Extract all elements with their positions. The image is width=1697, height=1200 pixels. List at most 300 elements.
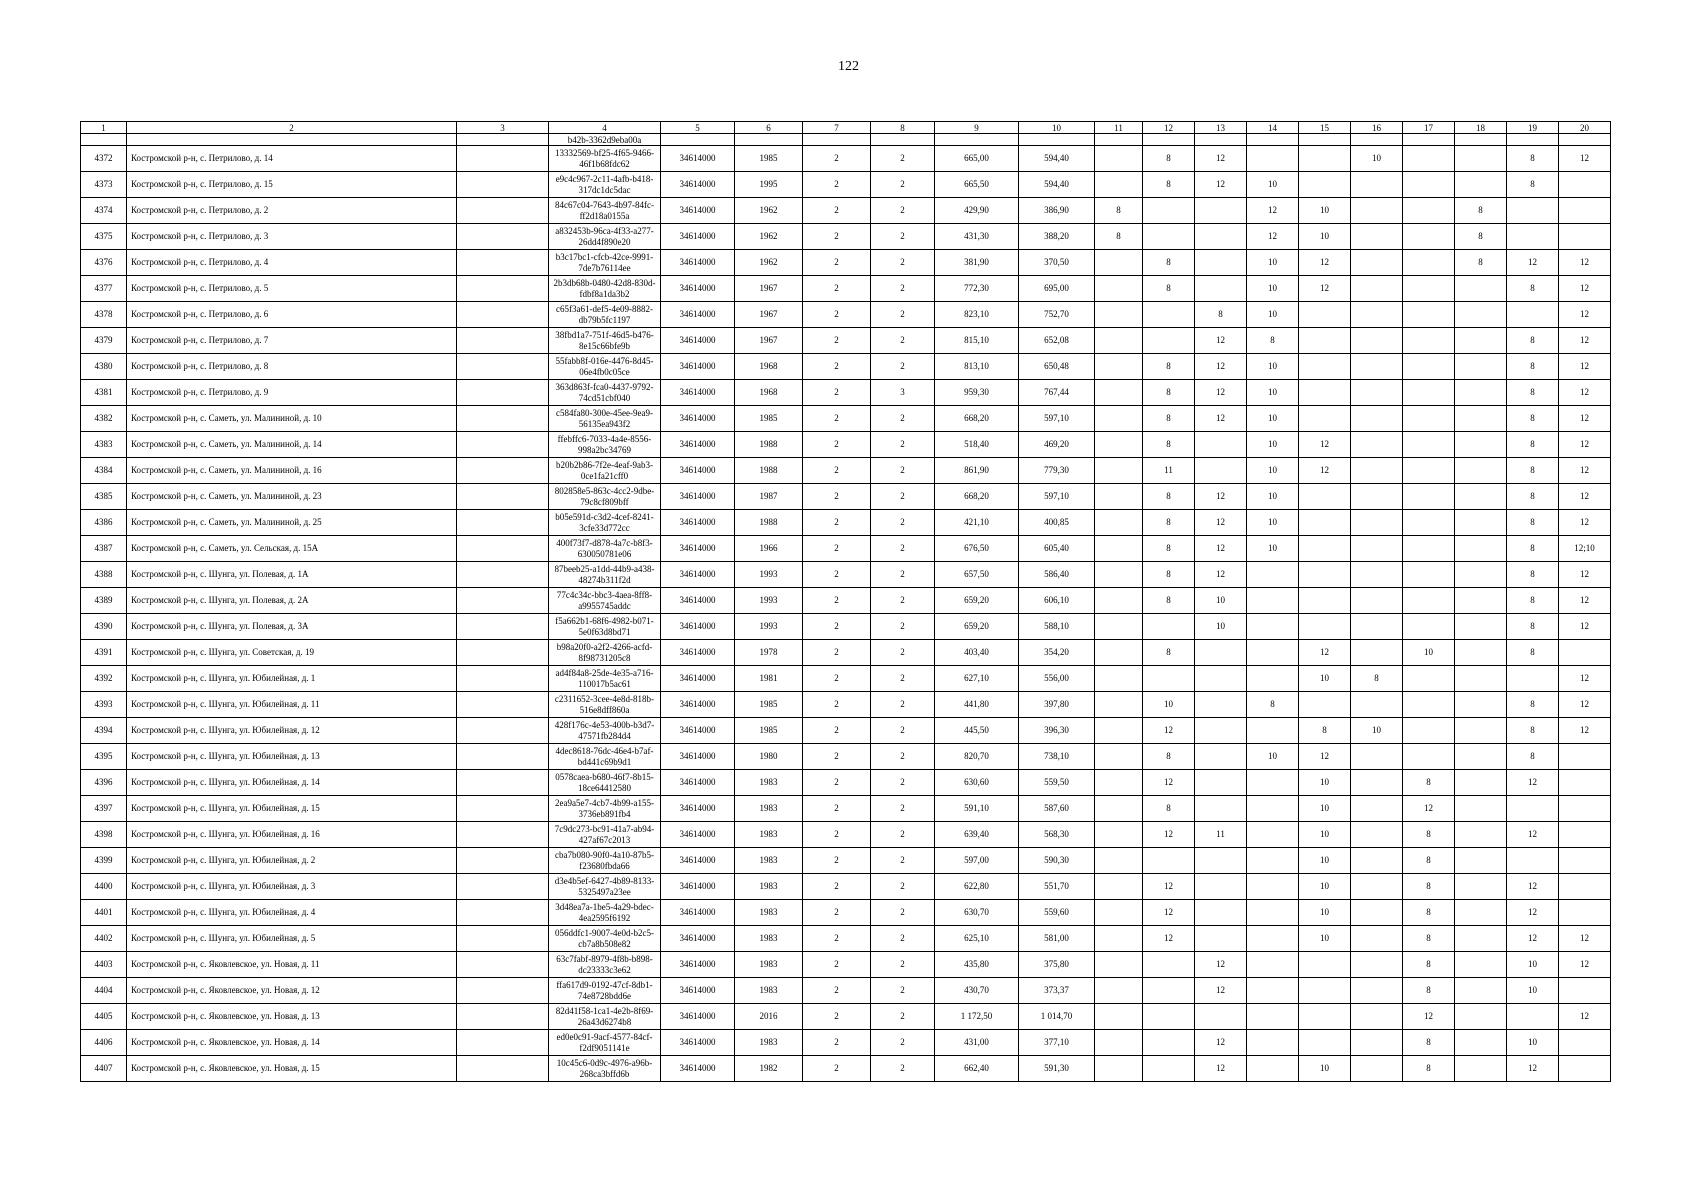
- table-cell-col-11: [1095, 900, 1143, 926]
- table-cell-col-3: [457, 562, 549, 588]
- table-cell-col-2: Костромской р-н, с. Шунга, ул. Юбилейная, д. 5: [127, 926, 457, 952]
- table-cell-col-9: 959,30: [935, 380, 1019, 406]
- table-cell-col-2: Костромской р-н, с. Шунга, ул. Юбилейная, д. 3: [127, 874, 457, 900]
- table-cell-col-2: Костромской р-н, с. Яковлевское, ул. Новая, д. 11: [127, 952, 457, 978]
- table-cell-col-1: 4381: [81, 380, 127, 406]
- table-cell-col-9: 403,40: [935, 640, 1019, 666]
- table-cell-col-2: Костромской р-н, с. Шунга, ул. Юбилейная, д. 1: [127, 666, 457, 692]
- column-header-15: 15: [1299, 122, 1351, 134]
- table-cell-col-18: [1455, 1056, 1507, 1082]
- table-cell-col-20: 12: [1559, 484, 1611, 510]
- table-cell-col-19: [1507, 302, 1559, 328]
- table-cell-col-7: 2: [803, 822, 871, 848]
- table-cell-col-20: 12: [1559, 250, 1611, 276]
- table-cell-col-5: 34614000: [661, 978, 735, 1004]
- table-cell-col-9: 431,30: [935, 224, 1019, 250]
- table-cell-col-16: [1351, 952, 1403, 978]
- table-cell-col-5: 34614000: [661, 484, 735, 510]
- table-cell-col-20: 12: [1559, 432, 1611, 458]
- table-cell-col-18: [1455, 770, 1507, 796]
- table-cell-col-15: 10: [1299, 822, 1351, 848]
- table-row: [81, 692, 1611, 718]
- table-cell-col-11: [1095, 458, 1143, 484]
- table-cell-col-15: 10: [1299, 874, 1351, 900]
- table-cell-col-4: 55fabb8f-016e-4476-8d45-06e4fb0c05ce: [549, 354, 661, 380]
- table-cell-col-17: [1403, 666, 1455, 692]
- table-cell-col-3: [457, 250, 549, 276]
- table-row: [81, 1056, 1611, 1082]
- table-cell-col-19: 12: [1507, 900, 1559, 926]
- table-cell-col-10: 597,10: [1019, 484, 1095, 510]
- table-cell-col-19: 10: [1507, 978, 1559, 1004]
- table-cell-col-5: 34614000: [661, 718, 735, 744]
- table-cell-col-14: [1247, 640, 1299, 666]
- table-cell-col-4: d3e4b5ef-6427-4b89-8133-5325497a23ee: [549, 874, 661, 900]
- table-cell-col-17: 8: [1403, 822, 1455, 848]
- table-cell-col-1: 4393: [81, 692, 127, 718]
- table-cell-col-4: f5a662b1-68f6-4982-b071-5e0f63d8bd71: [549, 614, 661, 640]
- table-cell-col-14: 10: [1247, 432, 1299, 458]
- table-cell-col-3: [457, 536, 549, 562]
- table-cell-col-3: [457, 666, 549, 692]
- table-cell-col-7: 2: [803, 1004, 871, 1030]
- table-cell-col-10: 377,10: [1019, 1030, 1095, 1056]
- table-row: [81, 224, 1611, 250]
- table-cell-col-16: [1351, 744, 1403, 770]
- table-cell-col-15: 10: [1299, 1056, 1351, 1082]
- table-cell-col-19: 8: [1507, 588, 1559, 614]
- column-header-17: 17: [1403, 122, 1455, 134]
- table-cell-col-1: [81, 134, 127, 146]
- table-cell-col-5: 34614000: [661, 328, 735, 354]
- table-cell-col-3: [457, 614, 549, 640]
- table-cell-col-17: 8: [1403, 1030, 1455, 1056]
- table-cell-col-16: [1351, 536, 1403, 562]
- table-cell-col-20: [1559, 134, 1611, 146]
- table-cell-col-6: 1988: [735, 510, 803, 536]
- table-cell-col-6: 1981: [735, 666, 803, 692]
- table-cell-col-5: 34614000: [661, 172, 735, 198]
- table-cell-col-17: [1403, 484, 1455, 510]
- table-cell-col-9: 813,10: [935, 354, 1019, 380]
- table-cell-col-14: 10: [1247, 510, 1299, 536]
- table-cell-col-3: [457, 1030, 549, 1056]
- table-cell-col-10: 594,40: [1019, 146, 1095, 172]
- table-cell-col-1: 4375: [81, 224, 127, 250]
- table-cell-col-7: 2: [803, 692, 871, 718]
- table-cell-col-11: [1095, 848, 1143, 874]
- table-cell-col-1: 4384: [81, 458, 127, 484]
- table-cell-col-19: 8: [1507, 640, 1559, 666]
- table-cell-col-20: 12: [1559, 276, 1611, 302]
- table-cell-col-15: [1299, 146, 1351, 172]
- table-cell-col-17: [1403, 458, 1455, 484]
- table-cell-col-12: 12: [1143, 926, 1195, 952]
- table-cell-col-17: 8: [1403, 978, 1455, 1004]
- table-cell-col-10: 354,20: [1019, 640, 1095, 666]
- table-cell-col-14: [1247, 770, 1299, 796]
- column-header-5: 5: [661, 122, 735, 134]
- table-cell-col-19: [1507, 134, 1559, 146]
- table-cell-col-16: [1351, 302, 1403, 328]
- column-header-7: 7: [803, 122, 871, 134]
- table-cell-col-5: 34614000: [661, 822, 735, 848]
- table-cell-col-8: 2: [871, 146, 935, 172]
- table-cell-col-15: [1299, 510, 1351, 536]
- table-cell-col-3: [457, 134, 549, 146]
- table-cell-col-7: 2: [803, 1056, 871, 1082]
- table-cell-col-2: Костромской р-н, с. Петрилово, д. 3: [127, 224, 457, 250]
- table-cell-col-4: 3d48ea7a-1be5-4a29-bdec-4ea2595f6192: [549, 900, 661, 926]
- table-cell-col-14: [1247, 952, 1299, 978]
- table-cell-col-8: 2: [871, 354, 935, 380]
- table-cell-col-10: 386,90: [1019, 198, 1095, 224]
- table-cell-col-14: 10: [1247, 172, 1299, 198]
- table-cell-col-1: 4398: [81, 822, 127, 848]
- table-cell-col-17: [1403, 198, 1455, 224]
- table-cell-col-19: [1507, 1004, 1559, 1030]
- table-cell-col-10: 738,10: [1019, 744, 1095, 770]
- table-cell-col-14: 10: [1247, 380, 1299, 406]
- table-cell-col-9: 630,70: [935, 900, 1019, 926]
- table-cell-col-7: 2: [803, 926, 871, 952]
- column-header-1: 1: [81, 122, 127, 134]
- table-cell-col-19: 8: [1507, 406, 1559, 432]
- table-cell-col-13: 12: [1195, 146, 1247, 172]
- table-cell-col-5: 34614000: [661, 406, 735, 432]
- table-cell-col-17: 8: [1403, 926, 1455, 952]
- table-cell-col-7: 2: [803, 796, 871, 822]
- table-cell-col-16: [1351, 198, 1403, 224]
- table-cell-col-4: ad4f84a8-25de-4e35-a716-110017b5ac61: [549, 666, 661, 692]
- table-cell-col-16: [1351, 874, 1403, 900]
- table-cell-col-5: 34614000: [661, 380, 735, 406]
- table-cell-col-2: Костромской р-н, с. Петрилово, д. 6: [127, 302, 457, 328]
- table-cell-col-16: [1351, 328, 1403, 354]
- table-cell-col-7: 2: [803, 328, 871, 354]
- table-cell-col-20: [1559, 770, 1611, 796]
- table-cell-col-9: 441,80: [935, 692, 1019, 718]
- table-cell-col-6: 1988: [735, 458, 803, 484]
- table-cell-col-18: [1455, 380, 1507, 406]
- table-cell-col-10: 587,60: [1019, 796, 1095, 822]
- table-cell-col-9: 668,20: [935, 484, 1019, 510]
- table-cell-col-19: 8: [1507, 536, 1559, 562]
- table-cell-col-8: 2: [871, 1030, 935, 1056]
- table-cell-col-12: 8: [1143, 744, 1195, 770]
- table-cell-col-14: [1247, 614, 1299, 640]
- table-cell-col-15: 12: [1299, 458, 1351, 484]
- column-header-6: 6: [735, 122, 803, 134]
- table-cell-col-12: 8: [1143, 562, 1195, 588]
- table-cell-col-9: 435,80: [935, 952, 1019, 978]
- table-cell-col-16: [1351, 692, 1403, 718]
- table-cell-col-2: Костромской р-н, с. Шунга, ул. Юбилейная, д. 16: [127, 822, 457, 848]
- table-cell-col-12: 10: [1143, 692, 1195, 718]
- table-cell-col-13: 12: [1195, 406, 1247, 432]
- table-cell-col-15: [1299, 484, 1351, 510]
- table-cell-col-19: 10: [1507, 952, 1559, 978]
- table-row: [81, 250, 1611, 276]
- table-cell-col-18: 8: [1455, 198, 1507, 224]
- table-cell-col-15: 8: [1299, 718, 1351, 744]
- table-cell-col-17: [1403, 380, 1455, 406]
- table-cell-col-4: cba7b080-90f0-4a10-87b5-f23680fbda66: [549, 848, 661, 874]
- table-cell-col-10: 767,44: [1019, 380, 1095, 406]
- table-cell-col-1: 4387: [81, 536, 127, 562]
- table-cell-col-15: [1299, 562, 1351, 588]
- table-cell-col-14: [1247, 588, 1299, 614]
- table-cell-col-1: 4380: [81, 354, 127, 380]
- table-cell-col-9: 668,20: [935, 406, 1019, 432]
- table-cell-col-9: 622,80: [935, 874, 1019, 900]
- table-cell-col-8: 2: [871, 1056, 935, 1082]
- table-cell-col-4: 428f176c-4e53-400b-b3d7-47571fb284d4: [549, 718, 661, 744]
- table-cell-col-1: 4383: [81, 432, 127, 458]
- table-cell-col-9: 815,10: [935, 328, 1019, 354]
- table-cell-col-19: 8: [1507, 510, 1559, 536]
- table-cell-col-12: [1143, 614, 1195, 640]
- table-cell-col-10: 752,70: [1019, 302, 1095, 328]
- table-row: [81, 848, 1611, 874]
- table-cell-col-2: Костромской р-н, с. Петрилово, д. 14: [127, 146, 457, 172]
- table-cell-col-18: [1455, 666, 1507, 692]
- table-cell-col-1: 4400: [81, 874, 127, 900]
- table-cell-col-3: [457, 354, 549, 380]
- table-cell-col-8: 2: [871, 926, 935, 952]
- table-cell-col-13: [1195, 926, 1247, 952]
- table-cell-col-8: 2: [871, 432, 935, 458]
- table-cell-col-18: [1455, 458, 1507, 484]
- table-cell-col-9: 659,20: [935, 614, 1019, 640]
- table-cell-col-5: 34614000: [661, 432, 735, 458]
- table-cell-col-15: [1299, 536, 1351, 562]
- table-cell-col-14: [1247, 978, 1299, 1004]
- table-cell-col-3: [457, 510, 549, 536]
- table-cell-col-16: [1351, 1056, 1403, 1082]
- table-cell-col-20: 12: [1559, 146, 1611, 172]
- table-cell-col-8: 2: [871, 796, 935, 822]
- table-cell-col-3: [457, 276, 549, 302]
- table-row: [81, 978, 1611, 1004]
- table-cell-col-3: [457, 224, 549, 250]
- table-cell-col-11: [1095, 588, 1143, 614]
- table-cell-col-3: [457, 926, 549, 952]
- column-header-14: 14: [1247, 122, 1299, 134]
- table-cell-col-10: 594,40: [1019, 172, 1095, 198]
- table-cell-col-2: Костромской р-н, с. Шунга, ул. Полевая, д. 3А: [127, 614, 457, 640]
- table-cell-col-18: [1455, 718, 1507, 744]
- table-cell-col-8: [871, 134, 935, 146]
- table-cell-col-4: 056ddfc1-9007-4e0d-b2c5-cb7a8b508e82: [549, 926, 661, 952]
- table-cell-col-10: 559,50: [1019, 770, 1095, 796]
- table-cell-col-13: [1195, 692, 1247, 718]
- table-cell-col-11: [1095, 484, 1143, 510]
- table-cell-col-9: 431,00: [935, 1030, 1019, 1056]
- table-cell-col-17: [1403, 224, 1455, 250]
- table-cell-col-2: Костромской р-н, с. Шунга, ул. Советская, д. 19: [127, 640, 457, 666]
- table-row: [81, 354, 1611, 380]
- table-cell-col-6: 1983: [735, 1030, 803, 1056]
- table-cell-col-2: Костромской р-н, с. Петрилово, д. 5: [127, 276, 457, 302]
- table-cell-col-11: [1095, 250, 1143, 276]
- table-cell-col-20: 12: [1559, 562, 1611, 588]
- table-row: [81, 952, 1611, 978]
- table-cell-col-5: 34614000: [661, 1004, 735, 1030]
- table-cell-col-20: 12: [1559, 458, 1611, 484]
- table-cell-col-19: 12: [1507, 822, 1559, 848]
- table-cell-col-3: [457, 198, 549, 224]
- table-cell-col-17: 8: [1403, 874, 1455, 900]
- table-cell-col-20: 12;10: [1559, 536, 1611, 562]
- table-cell-col-10: 1 014,70: [1019, 1004, 1095, 1030]
- table-cell-col-3: [457, 1004, 549, 1030]
- table-cell-col-9: 676,50: [935, 536, 1019, 562]
- table-cell-col-10: [1019, 134, 1095, 146]
- table-cell-col-2: Костромской р-н, с. Саметь, ул. Малининой, д. 25: [127, 510, 457, 536]
- table-cell-col-12: 8: [1143, 146, 1195, 172]
- column-header-16: 16: [1351, 122, 1403, 134]
- table-cell-col-6: 1983: [735, 952, 803, 978]
- table-cell-col-8: 2: [871, 172, 935, 198]
- table-cell-col-18: [1455, 328, 1507, 354]
- table-cell-col-2: Костромской р-н, с. Яковлевское, ул. Новая, д. 12: [127, 978, 457, 1004]
- table-cell-col-1: 4407: [81, 1056, 127, 1082]
- table-cell-col-7: 2: [803, 276, 871, 302]
- table-cell-col-16: [1351, 1030, 1403, 1056]
- table-cell-col-12: 12: [1143, 900, 1195, 926]
- table-cell-col-20: 12: [1559, 952, 1611, 978]
- table-cell-col-10: 597,10: [1019, 406, 1095, 432]
- table-cell-col-11: [1095, 276, 1143, 302]
- table-row: [81, 900, 1611, 926]
- table-cell-col-2: Костромской р-н, с. Шунга, ул. Юбилейная, д. 4: [127, 900, 457, 926]
- table-cell-col-11: [1095, 822, 1143, 848]
- table-cell-col-6: 1968: [735, 354, 803, 380]
- table-cell-col-18: [1455, 744, 1507, 770]
- table-cell-col-14: 10: [1247, 250, 1299, 276]
- table-cell-col-13: [1195, 666, 1247, 692]
- table-cell-col-7: 2: [803, 302, 871, 328]
- table-cell-col-20: 12: [1559, 406, 1611, 432]
- table-row: [81, 536, 1611, 562]
- table-cell-col-2: Костромской р-н, с. Яковлевское, ул. Новая, д. 15: [127, 1056, 457, 1082]
- table-cell-col-16: [1351, 432, 1403, 458]
- table-cell-col-11: [1095, 666, 1143, 692]
- table-cell-col-5: 34614000: [661, 614, 735, 640]
- table-cell-col-16: [1351, 614, 1403, 640]
- table-cell-col-12: 8: [1143, 588, 1195, 614]
- table-cell-col-4: e9c4c967-2c11-4afb-b418-317dc1dc5dac: [549, 172, 661, 198]
- table-cell-col-4: c2311652-3cee-4e8d-818b-516e8dff860a: [549, 692, 661, 718]
- table-cell-col-18: [1455, 926, 1507, 952]
- table-cell-col-11: [1095, 328, 1143, 354]
- table-cell-col-15: [1299, 406, 1351, 432]
- table-cell-col-5: 34614000: [661, 510, 735, 536]
- table-cell-col-4: c65f3a61-def5-4e09-8882-db79b5fc1197: [549, 302, 661, 328]
- table-cell-col-2: Костромской р-н, с. Шунга, ул. Юбилейная, д. 14: [127, 770, 457, 796]
- table-cell-col-1: 4388: [81, 562, 127, 588]
- table-cell-col-1: 4406: [81, 1030, 127, 1056]
- table-cell-col-19: 8: [1507, 380, 1559, 406]
- table-cell-col-6: 1983: [735, 770, 803, 796]
- table-cell-col-7: 2: [803, 406, 871, 432]
- table-cell-col-12: [1143, 952, 1195, 978]
- table-cell-col-4: 2ea9a5e7-4cb7-4b99-a155-3736eb891fb4: [549, 796, 661, 822]
- table-cell-col-17: [1403, 134, 1455, 146]
- table-cell-col-15: 10: [1299, 900, 1351, 926]
- table-cell-col-11: [1095, 1056, 1143, 1082]
- table-cell-col-11: 8: [1095, 224, 1143, 250]
- table-cell-col-20: [1559, 978, 1611, 1004]
- table-cell-col-2: Костромской р-н, с. Яковлевское, ул. Новая, д. 14: [127, 1030, 457, 1056]
- table-cell-col-12: 8: [1143, 172, 1195, 198]
- table-cell-col-8: 2: [871, 718, 935, 744]
- table-cell-col-9: 421,10: [935, 510, 1019, 536]
- table-cell-col-3: [457, 146, 549, 172]
- table-cell-col-10: 568,30: [1019, 822, 1095, 848]
- table-cell-col-1: 4377: [81, 276, 127, 302]
- table-cell-col-3: [457, 406, 549, 432]
- table-cell-col-2: Костромской р-н, с. Петрилово, д. 2: [127, 198, 457, 224]
- table-cell-col-12: 12: [1143, 718, 1195, 744]
- table-cell-col-3: [457, 302, 549, 328]
- table-cell-col-1: 4404: [81, 978, 127, 1004]
- table-row: [81, 562, 1611, 588]
- table-cell-col-14: [1247, 1056, 1299, 1082]
- table-cell-col-14: 10: [1247, 302, 1299, 328]
- table-cell-col-15: 10: [1299, 198, 1351, 224]
- table-cell-col-3: [457, 380, 549, 406]
- table-cell-col-6: 1983: [735, 926, 803, 952]
- table-cell-col-5: 34614000: [661, 848, 735, 874]
- table-cell-col-1: 4376: [81, 250, 127, 276]
- table-cell-col-14: [1247, 1004, 1299, 1030]
- table-cell-col-3: [457, 172, 549, 198]
- table-cell-col-10: 559,60: [1019, 900, 1095, 926]
- table-cell-col-19: [1507, 796, 1559, 822]
- table-cell-col-17: [1403, 276, 1455, 302]
- table-cell-col-15: 10: [1299, 666, 1351, 692]
- table-cell-col-8: 2: [871, 614, 935, 640]
- column-header-3: 3: [457, 122, 549, 134]
- table-cell-col-7: 2: [803, 900, 871, 926]
- table-row: [81, 796, 1611, 822]
- table-cell-col-17: [1403, 172, 1455, 198]
- table-cell-col-9: 657,50: [935, 562, 1019, 588]
- table-cell-col-11: [1095, 562, 1143, 588]
- table-cell-col-11: [1095, 146, 1143, 172]
- table-cell-col-12: 8: [1143, 276, 1195, 302]
- table-cell-col-7: 2: [803, 744, 871, 770]
- table-cell-col-5: 34614000: [661, 250, 735, 276]
- table-cell-col-7: [803, 134, 871, 146]
- table-cell-col-4: 7c9dc273-bc91-41a7-ab94-427af67c2013: [549, 822, 661, 848]
- table-cell-col-19: 12: [1507, 926, 1559, 952]
- table-cell-col-2: Костромской р-н, с. Саметь, ул. Малининой, д. 14: [127, 432, 457, 458]
- table-cell-col-6: 1962: [735, 224, 803, 250]
- table-cell-col-14: [1247, 718, 1299, 744]
- table-cell-col-5: 34614000: [661, 276, 735, 302]
- table-cell-col-16: [1351, 380, 1403, 406]
- table-cell-col-11: [1095, 692, 1143, 718]
- table-cell-col-9: 662,40: [935, 1056, 1019, 1082]
- table-cell-col-12: [1143, 666, 1195, 692]
- table-cell-col-4: 0578caea-b680-46f7-8b15-18ce64412580: [549, 770, 661, 796]
- table-cell-col-19: 12: [1507, 250, 1559, 276]
- table-cell-col-12: 8: [1143, 432, 1195, 458]
- table-cell-col-12: [1143, 1004, 1195, 1030]
